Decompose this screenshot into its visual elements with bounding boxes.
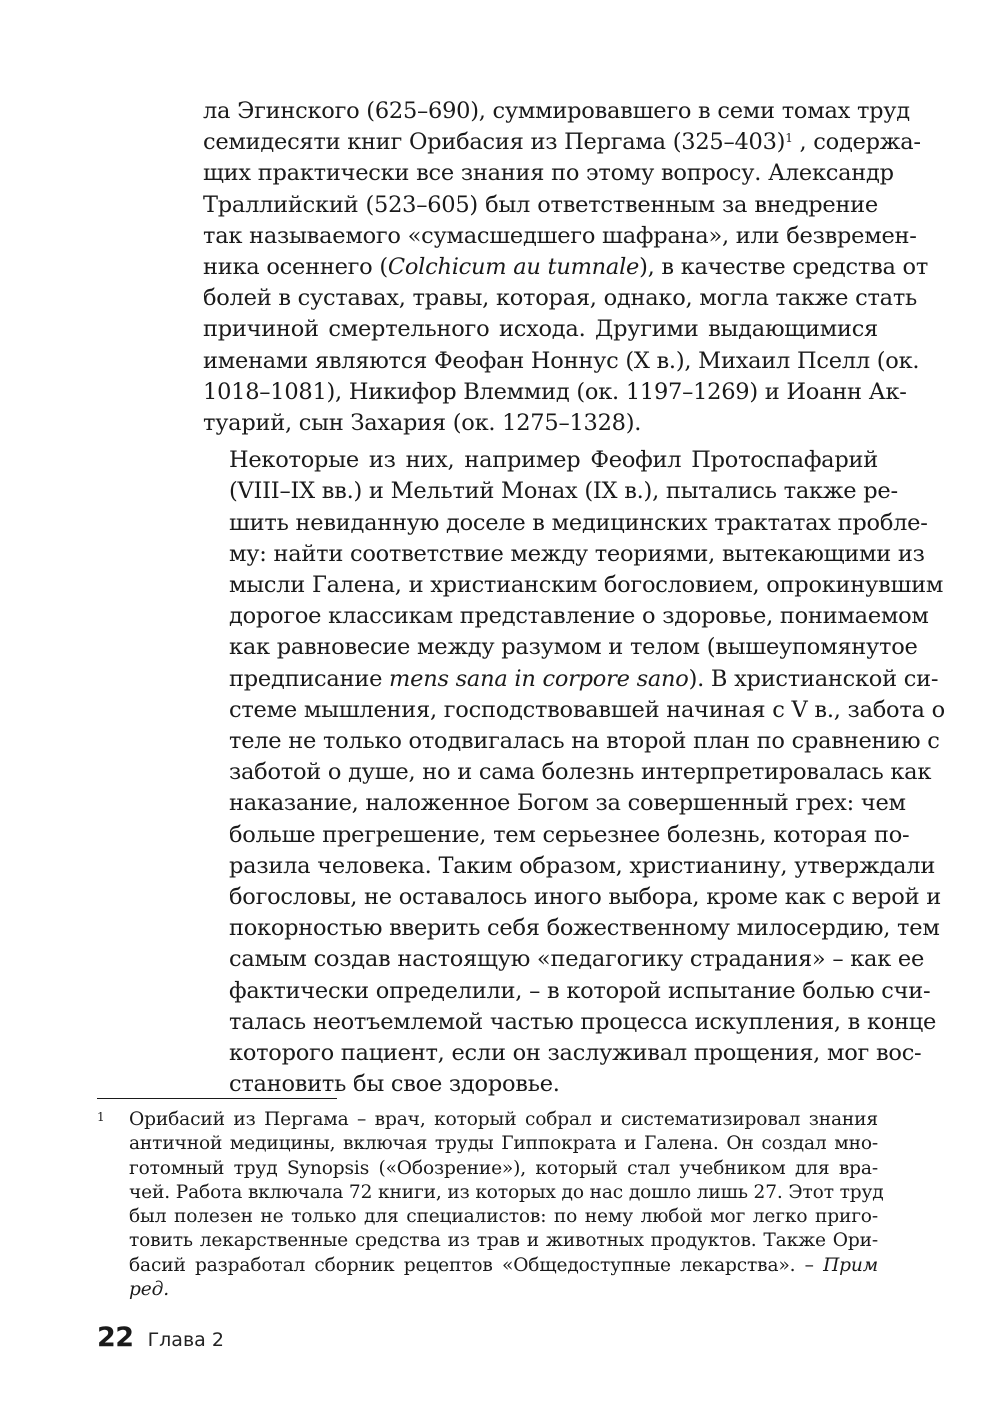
text-span: ). В христианской си- <box>688 665 939 692</box>
text-span: , содержа- <box>792 129 921 156</box>
text-line: Траллийский (523–605) был ответственным за внедрение <box>203 191 878 218</box>
text-line: ла Эгинского (625–690), суммировавшего в семи томах труд <box>203 98 910 124</box>
editor-note: ред. <box>129 1279 170 1301</box>
main-text <box>203 96 945 1101</box>
text-line: болей в суставах, травы, которая, однако, могла также стать <box>203 285 918 312</box>
text-line: богословы, не оставалось иного выбора, кроме как с верой и <box>229 884 941 911</box>
paragraph-2 <box>203 445 945 1100</box>
text-line: Некоторые из них, например Феофил Протоспафарий <box>229 447 878 474</box>
footnote-line: готомный труд Synopsis («Обозрение»), который стал учебником для вра- <box>129 1157 878 1179</box>
text-line: разила человека. Таким образом, христианину, утверждали <box>229 852 936 879</box>
text-span: ), в качестве средства от <box>639 254 929 281</box>
footnote <box>97 1108 884 1302</box>
footnote-line: Орибасий из Пергама – врач, который собрал и систематизировал знания <box>129 1109 878 1130</box>
text-line: дорогое классикам представление о здоровье, понимаемом <box>229 603 929 630</box>
footnote-reference[interactable]: 1 <box>785 131 793 146</box>
latin-term: Colchicum au tumnale <box>387 254 640 281</box>
paragraph-1 <box>203 96 929 439</box>
text-line: му: найти соответствие между теориями, вытекающими из <box>229 540 925 567</box>
text-span: предписание <box>229 665 390 692</box>
text-line: именами являются Феофан Ноннус (X в.), Михаил Пселл (ок. <box>203 347 920 374</box>
text-line: шить невиданную доселе в медицинских трактатах пробле- <box>229 509 928 536</box>
text-line: (VIII–IX вв.) и Мельтий Монах (IX в.), пытались также ре- <box>229 478 898 505</box>
footnote-line: чей. Работа включала 72 книги, из которых до нас дошло лишь 27. Этот труд <box>129 1181 884 1203</box>
footnote-divider <box>97 1098 337 1099</box>
text-line: заботой о душе, но и сама болезнь интерпретировалась как <box>229 759 932 786</box>
footnote-line <box>129 1254 878 1278</box>
text-line: причиной смертельного исхода. Другими выдающимися <box>203 316 878 343</box>
text-line: так называемого «сумасшедшего шафрана», или безвремен- <box>203 222 917 249</box>
footnote-text <box>129 1108 884 1302</box>
text-line: талась неотъемлемой частью процесса искупления, в конце <box>229 1008 937 1035</box>
latin-phrase: mens sana in corpore sano <box>389 665 689 692</box>
text-line: стеме мышления, господствовавшей начиная с V в., забота о <box>229 696 945 723</box>
text-line: туарий, сын Захария (ок. 1275–1328). <box>203 410 642 437</box>
text-line <box>203 664 939 695</box>
text-line: 1018–1081), Никифор Влеммид (ок. 1197–1269) и Иоанн Ак- <box>203 378 907 405</box>
text-line: покорностью вверить себя божественному милосердию, тем <box>229 915 940 942</box>
text-line <box>203 127 921 158</box>
footnote-line <box>129 1278 878 1302</box>
chapter-label: Глава 2 <box>147 1329 224 1351</box>
text-line: как равновесие между разумом и телом (вышеупомянутое <box>229 634 918 661</box>
footnote-line: был полезен не только для специалистов: по нему любой мог легко приго- <box>129 1206 878 1228</box>
footnote-line: товить лекарственные средства из трав и животных продуктов. Также Ори- <box>129 1230 878 1252</box>
footnote-line: античной медицины, включая труды Гиппократа и Галена. Он создал мно- <box>129 1133 878 1155</box>
text-line: больше прегрешение, тем серьезнее болезнь, которая по- <box>229 821 910 848</box>
text-line: щих практически все знания по этому вопросу. Александр <box>203 160 894 187</box>
page-number: 22 <box>97 1322 134 1353</box>
text-line: которого пациент, если он заслуживал прощения, мог вос- <box>229 1040 922 1067</box>
page-footer <box>97 1322 224 1356</box>
text-span: басий разработал сборник рецептов «Общедоступные лекарства». – <box>129 1254 824 1276</box>
text-line: самым создав настоящую «педагогику страдания» – как ее <box>229 946 925 973</box>
text-span: ника осеннего ( <box>203 254 388 281</box>
editor-note: Прим <box>823 1254 878 1276</box>
text-line: теле не только отодвигалась на второй план по сравнению с <box>229 728 940 755</box>
text-line: наказание, наложенное Богом за совершенный грех: чем <box>229 790 906 817</box>
text-line: мысли Галена, и христианским богословием, опрокинувшим <box>229 572 944 599</box>
text-line <box>203 252 929 283</box>
text-span: семидесяти книг Орибасия из Пергама (325–403) <box>203 129 786 156</box>
text-line: становить бы свое здоровье. <box>229 1071 560 1098</box>
footnote-number: 1 <box>97 1110 105 1124</box>
text-line: фактически определили, – в которой испытание болью счи- <box>229 977 931 1004</box>
